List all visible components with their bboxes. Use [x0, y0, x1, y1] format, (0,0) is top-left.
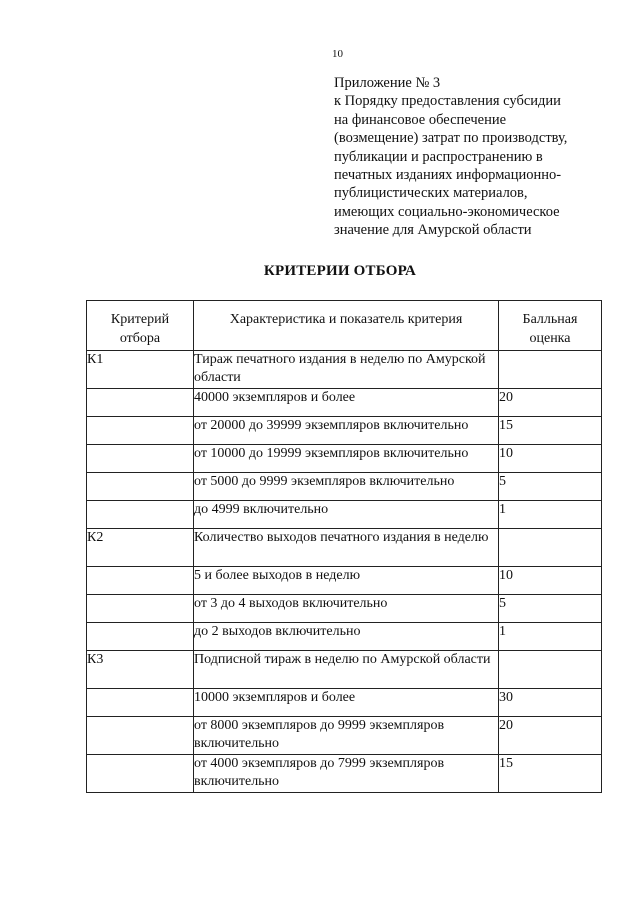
table-row [87, 529, 602, 567]
criterion-description-cell: Подписной тираж в неделю по Амурской области [194, 651, 499, 689]
table-row [87, 389, 602, 417]
header-criterion-line: Критерий [110, 311, 170, 327]
criterion-description-cell: 10000 экземпляров и более [194, 689, 499, 717]
header-score [499, 301, 602, 351]
criterion-description-cell: от 20000 до 39999 экземпляров включительно [194, 417, 499, 445]
header-description-label: Характеристика и показатель критерия [229, 312, 463, 327]
criterion-description-cell: 5 и более выходов в неделю [194, 567, 499, 595]
criterion-description-cell: от 4000 экземпляров до 7999 экземпляров включительно [194, 755, 499, 793]
header-criterion [87, 301, 194, 351]
table-row [87, 595, 602, 623]
criterion-score-cell: 15 [499, 417, 602, 445]
criterion-description-cell: до 4999 включительно [194, 501, 499, 529]
appendix-line: печатных изданиях информационно- [334, 167, 562, 184]
table-header-row [87, 301, 602, 351]
table-row [87, 717, 602, 755]
criterion-code-cell: К1 [87, 351, 194, 389]
criterion-score-cell: 5 [499, 473, 602, 501]
criterion-code-cell [87, 389, 194, 417]
criterion-code-cell [87, 595, 194, 623]
criterion-score-cell [499, 651, 602, 689]
criterion-score-cell: 10 [499, 567, 602, 595]
appendix-line: (возмещение) затрат по производству, [334, 130, 568, 147]
criteria-table-body [87, 351, 602, 793]
criterion-description-cell: от 10000 до 19999 экземпляров включительно [194, 445, 499, 473]
appendix-line: публикации и распространению в [334, 148, 543, 165]
criterion-code-cell [87, 689, 194, 717]
criterion-code-cell: К3 [87, 651, 194, 689]
criterion-code-cell [87, 567, 194, 595]
table-row [87, 623, 602, 651]
table-row [87, 473, 602, 501]
criterion-description-cell: 40000 экземпляров и более [194, 389, 499, 417]
criterion-description-cell: Тираж печатного издания в неделю по Амурской области [194, 351, 499, 389]
criterion-code-cell [87, 755, 194, 793]
criterion-description-cell: до 2 выходов включительно [194, 623, 499, 651]
criterion-score-cell: 5 [499, 595, 602, 623]
header-criterion-line: отбора [119, 330, 161, 346]
table-row [87, 501, 602, 529]
appendix-line: публицистических материалов, [334, 185, 528, 202]
criterion-description-cell: от 3 до 4 выходов включительно [194, 595, 499, 623]
table-row [87, 651, 602, 689]
criterion-description-cell: от 5000 до 9999 экземпляров включительно [194, 473, 499, 501]
table-row [87, 417, 602, 445]
table-row [87, 445, 602, 473]
appendix-caption [334, 74, 634, 240]
criterion-score-cell: 10 [499, 445, 602, 473]
criteria-table [86, 300, 602, 793]
criterion-score-cell: 1 [499, 623, 602, 651]
criterion-code-cell [87, 445, 194, 473]
appendix-line: Приложение № 3 [334, 75, 441, 91]
criterion-code-cell [87, 717, 194, 755]
table-row [87, 689, 602, 717]
criterion-score-cell: 30 [499, 689, 602, 717]
page-number: 10 [332, 48, 343, 60]
criterion-code-cell [87, 473, 194, 501]
criterion-code-cell [87, 501, 194, 529]
appendix-line: на финансовое обеспечение [334, 111, 507, 128]
appendix-line: имеющих социально-экономическое [334, 203, 560, 220]
criterion-score-cell: 15 [499, 755, 602, 793]
criterion-score-cell [499, 529, 602, 567]
document-heading: КРИТЕРИИ ОТБОРА [263, 263, 417, 279]
header-score-line: оценка [529, 330, 571, 346]
table-row [87, 351, 602, 389]
header-description [194, 301, 499, 351]
criterion-score-cell [499, 351, 602, 389]
criterion-code-cell [87, 623, 194, 651]
criterion-code-cell: К2 [87, 529, 194, 567]
criterion-code-cell [87, 417, 194, 445]
criterion-description-cell: Количество выходов печатного издания в неделю [194, 529, 499, 567]
criterion-description-cell: от 8000 экземпляров до 9999 экземпляров включительно [194, 717, 499, 755]
table-row [87, 755, 602, 793]
header-score-line: Балльная [522, 311, 578, 327]
criterion-score-cell: 20 [499, 389, 602, 417]
criterion-score-cell: 20 [499, 717, 602, 755]
criterion-score-cell: 1 [499, 501, 602, 529]
table-row [87, 567, 602, 595]
appendix-line: значение для Амурской области [334, 222, 532, 239]
appendix-line: к Порядку предоставления субсидии [334, 93, 561, 110]
